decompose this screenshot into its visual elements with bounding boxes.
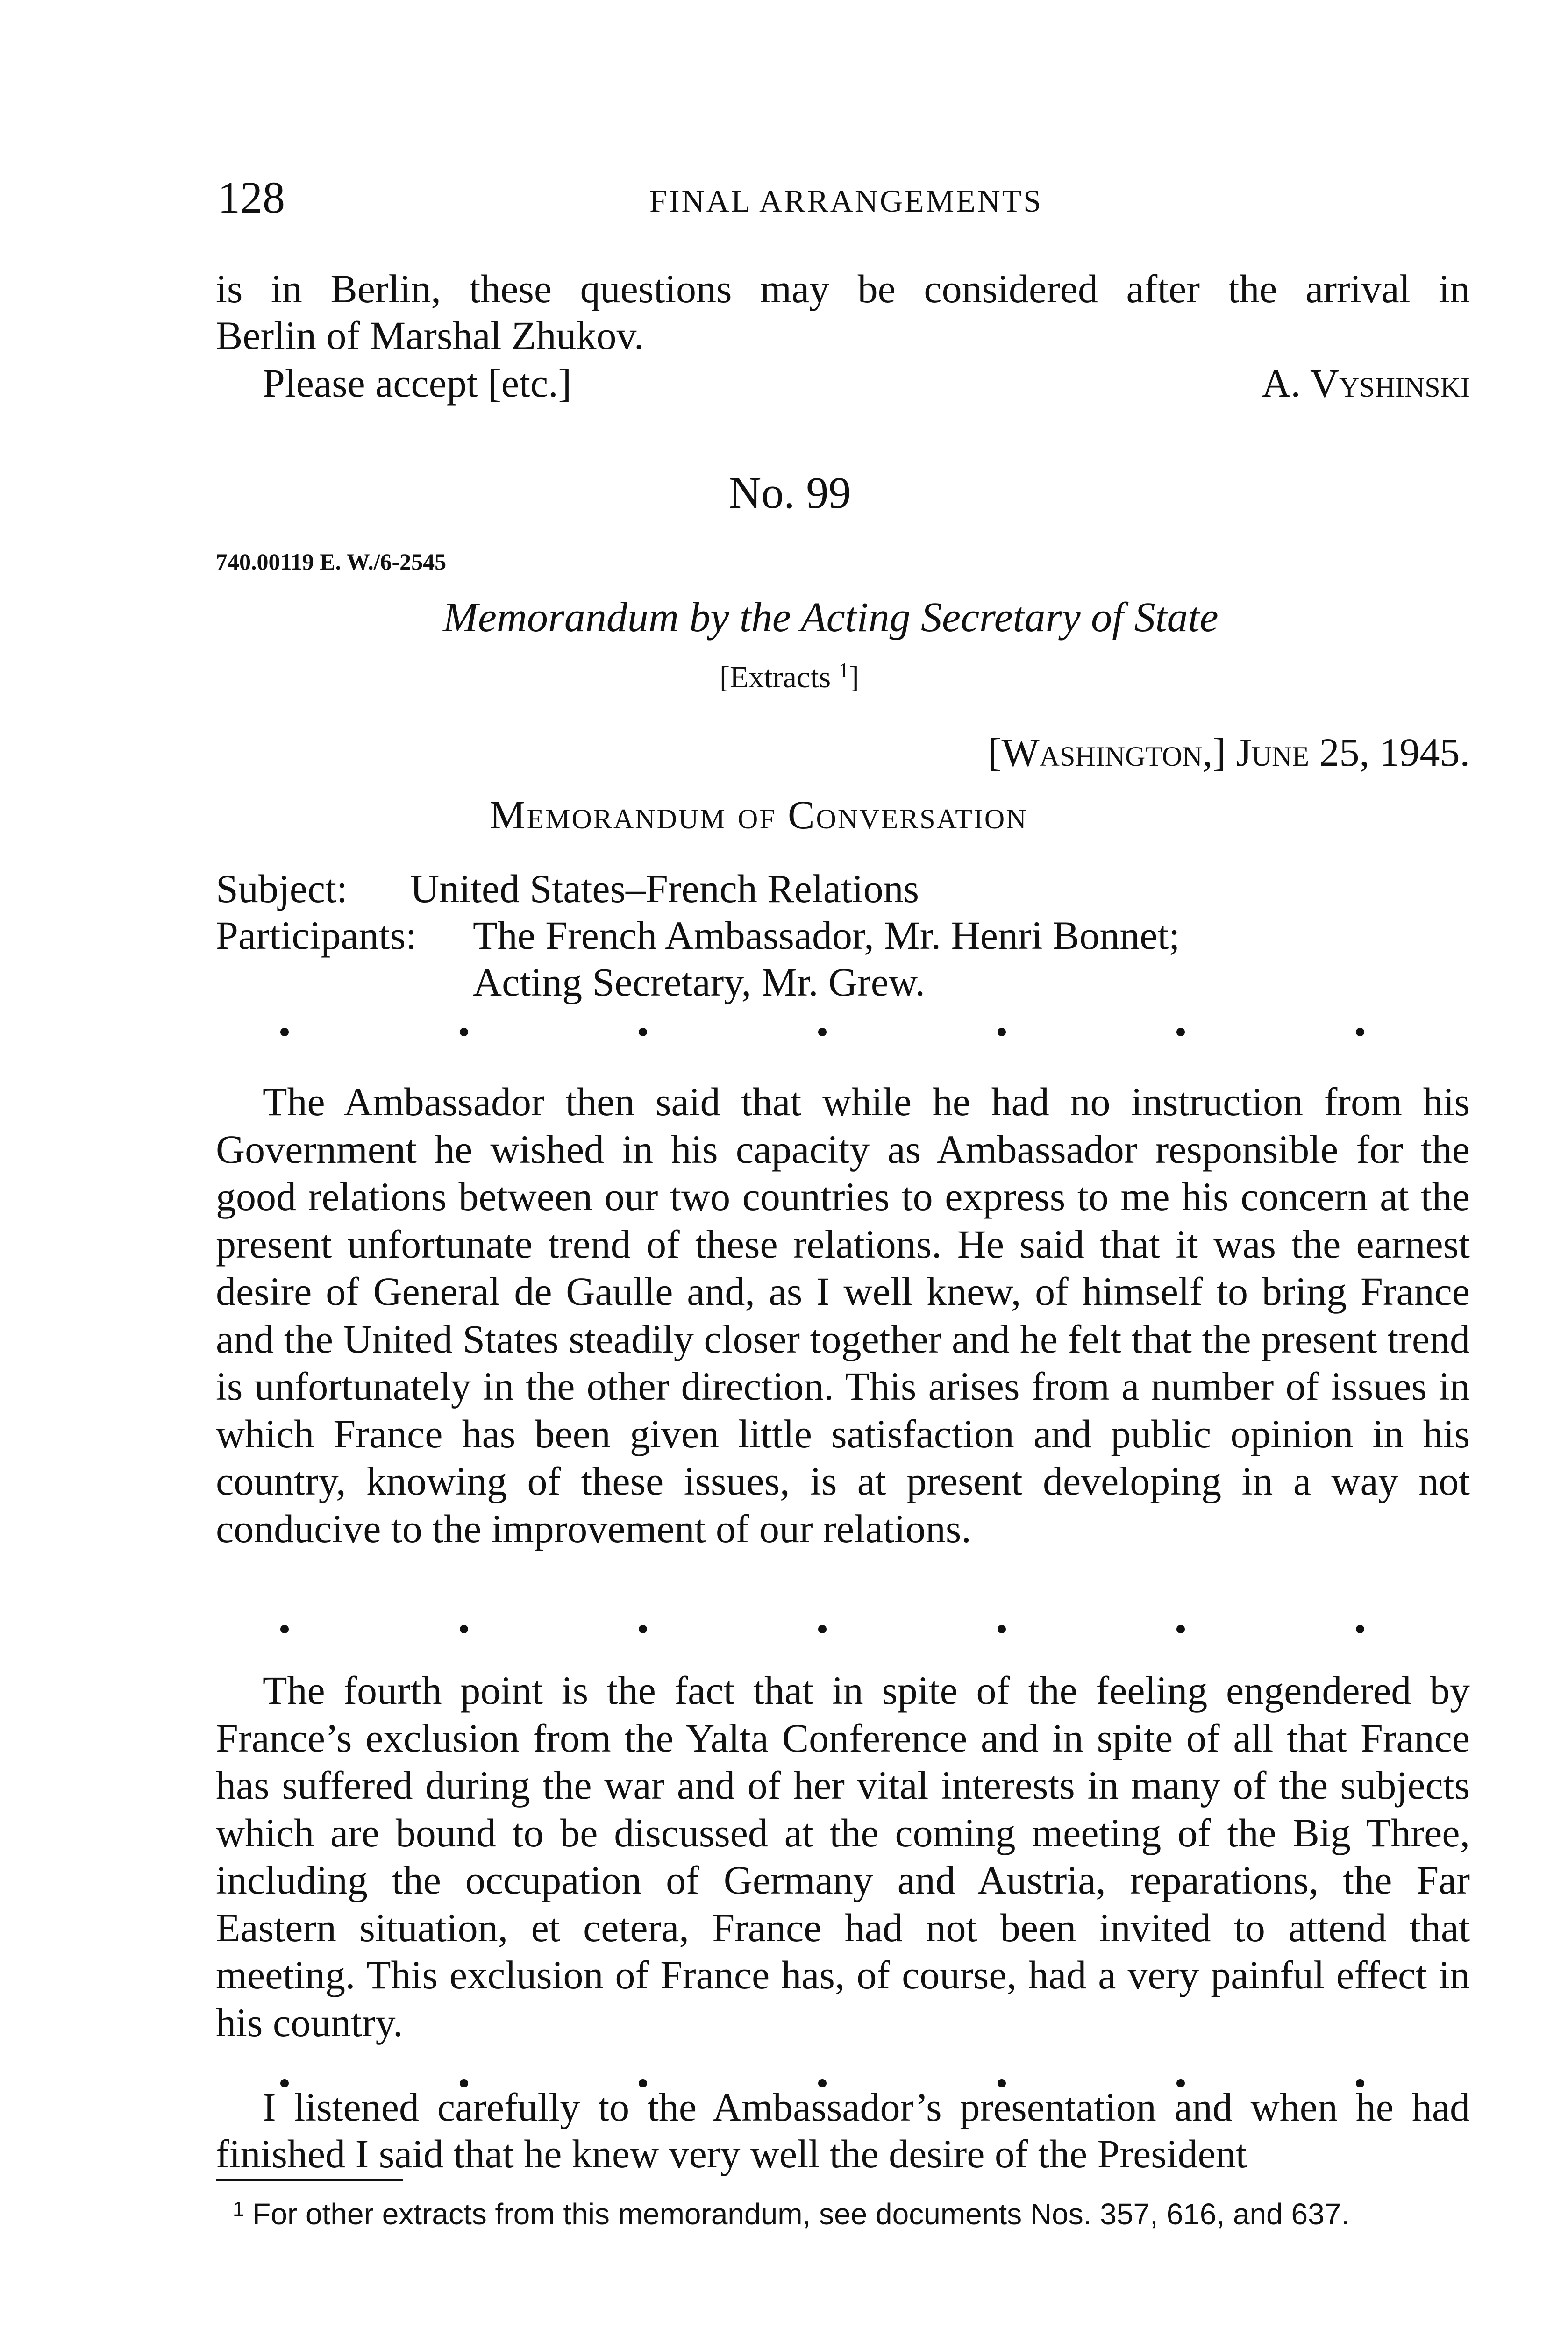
- paragraph: The Ambassador then said that while he had no instruction from his Government he wished in his capacity as Ambassador responsible for the good relations between our two countries to express to me his concern at the present unfortunate trend of these relations. He said that it was the earnest desire of General de Gaulle and, as I well knew, of himself to bring France and the United States steadily closer together and he felt that the present trend is unfortunately in the other direction. This arises from a number of issues in which France has been given little satisfaction and public opinion in his country, knowing of these issues, is at present developing in a way not conducive to the improvement of our relations.: [216, 1079, 1470, 1551]
- footnote-text: For other extracts from this memorandum, see documents Nos. 357, 616, and 637.: [252, 2197, 1350, 2231]
- extracts-note: [720, 659, 859, 696]
- running-title: FINAL ARRANGEMENTS: [649, 183, 1043, 219]
- extracts-close: ]: [848, 660, 859, 694]
- paragraph: I listened carefully to the Ambassador’s presentation and when he had finished I said that he knew very well the desire of the President: [216, 2085, 1470, 2176]
- footnote-reference: 1: [838, 659, 849, 682]
- signature: A. Vyshinski: [1262, 361, 1470, 406]
- continuation-line-2: Berlin of Marshal Zhukov.: [216, 313, 644, 358]
- continuation-line-1: is in Berlin, these questions may be considered after the arrival in: [216, 266, 1470, 311]
- document-number: No. 99: [729, 468, 851, 518]
- footnote-marker: 1: [233, 2198, 244, 2221]
- extracts-label: [Extracts: [720, 660, 831, 694]
- participants-label: Participants:: [216, 913, 417, 958]
- subject-value: United States–French Relations: [410, 866, 919, 911]
- file-reference: 740.00119 E. W./6-2545: [216, 548, 447, 575]
- memo-heading: Memorandum of Conversation: [490, 792, 1028, 837]
- ellipsis-divider: [280, 1625, 1364, 1633]
- document-title: Memorandum by the Acting Secretary of State: [443, 594, 1219, 641]
- footnote-rule: [216, 2179, 403, 2181]
- ellipsis-divider: [280, 1028, 1364, 1036]
- footnote: [216, 2196, 1470, 2232]
- paragraph: The fourth point is the fact that in spite of the feeling engendered by France’s exclusion from the Yalta Conference and in spite of all that France has suffered during the war and of her vital interests in many of the subjects which are bound to be discussed at the coming meeting of the Big Three, including the occupation of Germany and Austria, reparations, the Far Eastern situation, et cetera, France had not been invited to attend that meeting. This exclusion of France has, of course, had a very painful effect in his country.: [216, 1668, 1470, 2045]
- dateline: [Washington,] June 25, 1945.: [988, 730, 1470, 775]
- closing-line: Please accept [etc.]: [263, 361, 572, 406]
- participants-line-2: Acting Secretary, Mr. Grew.: [473, 960, 925, 1004]
- participants-line-1: The French Ambassador, Mr. Henri Bonnet;: [473, 913, 1180, 958]
- subject-label: Subject:: [216, 866, 348, 911]
- page-number: 128: [218, 172, 285, 222]
